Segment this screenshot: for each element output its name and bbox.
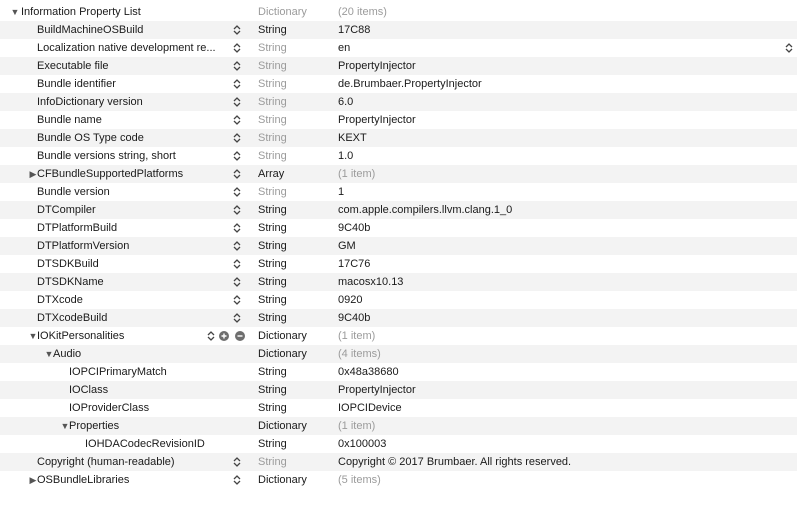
plist-row[interactable] <box>0 291 797 309</box>
row-type[interactable]: String <box>258 258 287 270</box>
row-key: Bundle versions string, short <box>37 150 176 162</box>
row-value[interactable]: Copyright © 2017 Brumbaer. All rights reserved. <box>338 456 572 468</box>
row-value[interactable]: 0x100003 <box>338 438 387 450</box>
row-type[interactable]: String <box>258 402 287 414</box>
up-down-stepper-icon[interactable] <box>232 57 242 75</box>
row-value[interactable]: KEXT <box>338 132 367 144</box>
row-type[interactable]: String <box>258 240 287 252</box>
value-popup-stepper-icon[interactable] <box>784 42 794 54</box>
row-key: DTPlatformVersion <box>37 240 130 252</box>
up-down-stepper-icon[interactable] <box>232 21 242 39</box>
row-value[interactable]: en <box>338 42 351 54</box>
row-value[interactable]: PropertyInjector <box>338 384 416 396</box>
plist-row[interactable] <box>0 309 797 327</box>
row-key: CFBundleSupportedPlatforms <box>37 168 184 180</box>
row-type[interactable]: String <box>258 222 287 234</box>
row-type[interactable]: Dictionary <box>258 6 307 18</box>
row-type[interactable]: String <box>258 96 287 108</box>
row-type[interactable]: String <box>258 276 287 288</box>
row-key: IOPCIPrimaryMatch <box>69 366 167 378</box>
row-type[interactable]: String <box>258 78 287 90</box>
plist-row[interactable] <box>0 453 797 471</box>
row-key: DTCompiler <box>37 204 96 216</box>
plist-row[interactable] <box>0 3 797 21</box>
plist-row[interactable] <box>0 363 797 381</box>
row-type[interactable]: String <box>258 384 287 396</box>
row-value[interactable]: de.Brumbaer.PropertyInjector <box>338 78 482 90</box>
row-value[interactable]: 9C40b <box>338 222 371 234</box>
up-down-stepper-icon[interactable] <box>232 147 242 165</box>
row-key: IOHDACodecRevisionID <box>85 438 205 450</box>
plist-row[interactable] <box>0 147 797 165</box>
row-value[interactable]: (20 items) <box>338 6 387 18</box>
plist-row[interactable] <box>0 273 797 291</box>
up-down-stepper-icon[interactable] <box>232 111 242 129</box>
plus-circle-icon[interactable] <box>219 331 229 341</box>
row-key: InfoDictionary version <box>37 96 143 108</box>
row-type[interactable]: String <box>258 456 287 468</box>
up-down-stepper-icon[interactable] <box>232 93 242 111</box>
up-down-stepper-icon[interactable] <box>232 255 242 273</box>
up-down-stepper-icon[interactable] <box>232 201 242 219</box>
plist-row[interactable] <box>0 165 797 183</box>
up-down-stepper-icon[interactable] <box>206 327 216 345</box>
row-type[interactable]: Dictionary <box>258 474 307 486</box>
row-value[interactable]: 9C40b <box>338 312 371 324</box>
row-value[interactable]: PropertyInjector <box>338 60 416 72</box>
disclosure-triangle-down-icon[interactable]: ▼ <box>44 349 54 359</box>
row-value[interactable]: 1 <box>338 186 345 198</box>
up-down-stepper-icon[interactable] <box>232 291 242 309</box>
row-type[interactable]: Array <box>258 168 285 180</box>
row-value[interactable]: 1.0 <box>338 150 354 162</box>
up-down-stepper-icon[interactable] <box>232 309 242 327</box>
row-type[interactable]: String <box>258 186 287 198</box>
row-key: Bundle name <box>37 114 102 126</box>
row-key: Bundle identifier <box>37 78 116 90</box>
up-down-stepper-icon[interactable] <box>232 165 242 183</box>
row-value[interactable]: (1 item) <box>338 330 376 342</box>
plist-row[interactable] <box>0 21 797 39</box>
row-key: DTSDKBuild <box>37 258 99 270</box>
row-type[interactable]: String <box>258 60 287 72</box>
plist-row[interactable] <box>0 399 797 417</box>
row-value[interactable]: 17C76 <box>338 258 371 270</box>
up-down-stepper-icon[interactable] <box>232 453 242 471</box>
plist-row[interactable] <box>0 471 797 489</box>
row-key: Copyright (human-readable) <box>37 456 175 468</box>
row-value[interactable]: IOPCIDevice <box>338 402 402 414</box>
plist-row[interactable] <box>0 417 797 435</box>
row-value[interactable]: GM <box>338 240 356 252</box>
row-type[interactable]: String <box>258 24 287 36</box>
disclosure-triangle-down-icon[interactable]: ▼ <box>28 331 38 341</box>
plist-row[interactable] <box>0 39 797 57</box>
row-type[interactable]: String <box>258 312 287 324</box>
disclosure-triangle-down-icon[interactable]: ▼ <box>10 7 20 17</box>
row-type[interactable]: Dictionary <box>258 348 307 360</box>
row-value[interactable]: (5 items) <box>338 474 381 486</box>
row-value[interactable]: (1 item) <box>338 168 376 180</box>
plist-row[interactable] <box>0 327 797 345</box>
plist-row[interactable] <box>0 237 797 255</box>
row-key: BuildMachineOSBuild <box>37 24 144 36</box>
row-key: Localization native development re... <box>37 42 216 54</box>
up-down-stepper-icon[interactable] <box>232 129 242 147</box>
row-key: DTSDKName <box>37 276 104 288</box>
row-type[interactable]: String <box>258 114 287 126</box>
plist-row[interactable] <box>0 255 797 273</box>
up-down-stepper-icon[interactable] <box>232 183 242 201</box>
row-type[interactable]: String <box>258 366 287 378</box>
disclosure-triangle-right-icon[interactable]: ▶ <box>29 169 37 179</box>
row-value[interactable]: (1 item) <box>338 420 376 432</box>
row-type[interactable]: String <box>258 150 287 162</box>
plist-row[interactable] <box>0 111 797 129</box>
row-key: Information Property List <box>21 6 141 18</box>
row-type[interactable]: String <box>258 132 287 144</box>
up-down-stepper-icon[interactable] <box>232 273 242 291</box>
empty-table-area <box>0 488 797 525</box>
up-down-stepper-icon[interactable] <box>232 219 242 237</box>
row-key: IOKitPersonalities <box>37 330 125 342</box>
minus-circle-icon[interactable] <box>235 331 245 341</box>
plist-row[interactable] <box>0 201 797 219</box>
row-key: DTPlatformBuild <box>37 222 118 234</box>
disclosure-triangle-right-icon[interactable]: ▶ <box>29 475 37 485</box>
row-value[interactable]: 17C88 <box>338 24 371 36</box>
row-value[interactable]: 0x48a38680 <box>338 366 399 378</box>
row-key: OSBundleLibraries <box>37 474 130 486</box>
row-value[interactable]: (4 items) <box>338 348 381 360</box>
plist-row[interactable] <box>0 183 797 201</box>
row-value[interactable]: 6.0 <box>338 96 354 108</box>
plist-row[interactable] <box>0 435 797 453</box>
row-key: Properties <box>69 420 120 432</box>
plist-row[interactable] <box>0 381 797 399</box>
row-value[interactable]: PropertyInjector <box>338 114 416 126</box>
row-value[interactable]: com.apple.compilers.llvm.clang.1_0 <box>338 204 513 216</box>
row-key: Bundle version <box>37 186 110 198</box>
disclosure-triangle-down-icon[interactable]: ▼ <box>60 421 70 431</box>
row-value[interactable]: 0920 <box>338 294 363 306</box>
up-down-stepper-icon[interactable] <box>232 471 242 489</box>
plist-row[interactable] <box>0 219 797 237</box>
row-key: Bundle OS Type code <box>37 132 144 144</box>
row-key: DTXcodeBuild <box>37 312 108 324</box>
plist-row[interactable] <box>0 129 797 147</box>
plist-row[interactable] <box>0 57 797 75</box>
plist-row[interactable] <box>0 75 797 93</box>
up-down-stepper-icon[interactable] <box>232 39 242 57</box>
row-type[interactable]: Dictionary <box>258 330 307 342</box>
row-type[interactable]: String <box>258 42 287 54</box>
row-key: Executable file <box>37 60 109 72</box>
row-type[interactable]: String <box>258 294 287 306</box>
up-down-stepper-icon[interactable] <box>232 237 242 255</box>
row-key: Audio <box>53 348 82 360</box>
row-type[interactable]: String <box>258 204 287 216</box>
row-type[interactable]: Dictionary <box>258 420 307 432</box>
row-key: DTXcode <box>37 294 83 306</box>
up-down-stepper-icon[interactable] <box>232 75 242 93</box>
row-value[interactable]: macosx10.13 <box>338 276 404 288</box>
property-list-table <box>0 3 797 489</box>
row-type[interactable]: String <box>258 438 287 450</box>
row-key: IOClass <box>69 384 109 396</box>
plist-row[interactable] <box>0 345 797 363</box>
plist-row[interactable] <box>0 93 797 111</box>
row-key: IOProviderClass <box>69 402 150 414</box>
